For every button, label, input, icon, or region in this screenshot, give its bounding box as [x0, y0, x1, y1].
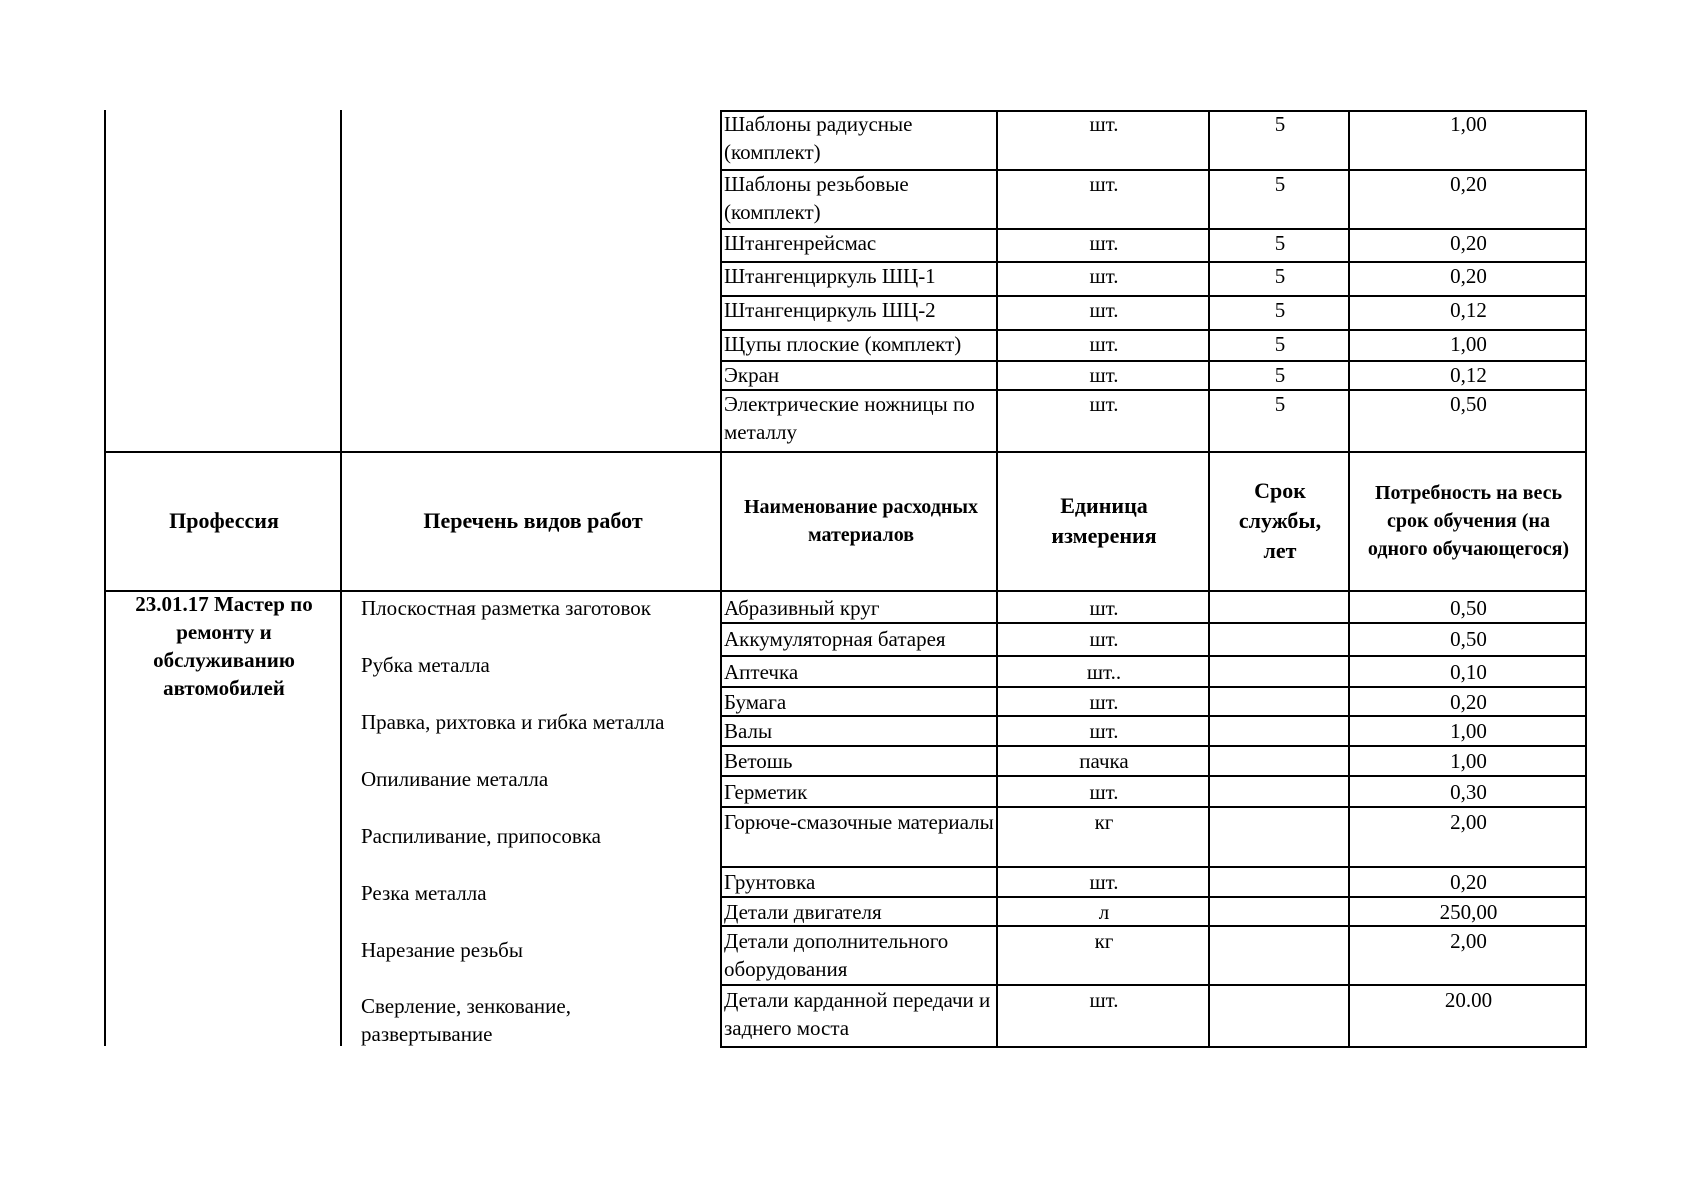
row-need: 0,50: [1450, 392, 1487, 416]
row-name: Штангенциркуль ШЦ-1: [724, 264, 936, 288]
row-name: Грунтовка: [724, 870, 816, 894]
row-need: 0,20: [1450, 231, 1487, 255]
grid-line: [340, 110, 342, 1046]
row-life: 5: [1274, 112, 1286, 136]
row-unit: кг: [1094, 929, 1114, 953]
row-name: Детали дополнительного оборудования: [724, 929, 949, 981]
list-item: Резка металла: [361, 881, 487, 905]
row-need: 1,00: [1450, 719, 1487, 743]
row-life: 5: [1274, 172, 1286, 196]
row-unit: кг: [1094, 810, 1114, 834]
row-need: 0,50: [1450, 596, 1487, 620]
row-name: Бумага: [724, 690, 787, 714]
row-need: 0,20: [1450, 690, 1487, 714]
row-need: 0,12: [1450, 363, 1487, 387]
row-name: Шаблоны резьбовые (комплект): [724, 172, 909, 224]
row-need: 0,20: [1450, 870, 1487, 894]
header-need: Потребность на весь срок обучения (на одного обучающегося): [1367, 481, 1570, 560]
row-need: 0,50: [1450, 627, 1487, 651]
row-unit: шт.: [1089, 112, 1119, 136]
row-life: 5: [1274, 231, 1286, 255]
row-unit: шт.: [1089, 363, 1119, 387]
grid-line: [1348, 110, 1350, 1048]
header-life: Срок службы, лет: [1238, 477, 1322, 563]
row-unit: шт.: [1089, 596, 1119, 620]
row-life: 5: [1274, 298, 1286, 322]
row-unit: шт.: [1089, 719, 1119, 743]
row-need: 1,00: [1450, 332, 1487, 356]
row-name: Штангенциркуль ШЦ-2: [724, 298, 936, 322]
grid-line: [720, 775, 1587, 777]
row-unit: шт.: [1089, 690, 1119, 714]
row-unit: л: [1098, 900, 1110, 924]
list-item: Плоскостная разметка заготовок: [361, 596, 651, 620]
list-item: Опиливание металла: [361, 767, 549, 791]
header-unit: Единица измерения: [1051, 492, 1157, 548]
row-name: Герметик: [724, 780, 808, 804]
row-unit: шт.: [1089, 870, 1119, 894]
row-unit: шт.: [1089, 392, 1119, 416]
row-name: Штангенрейсмас: [724, 231, 877, 255]
list-item: Распиливание, припосовка: [361, 824, 601, 848]
header-profession: Профессия: [169, 507, 279, 533]
grid-line: [104, 110, 106, 1046]
row-unit: шт..: [1086, 660, 1122, 684]
list-item: Правка, рихтовка и гибка металла: [361, 710, 665, 734]
row-name: Электрические ножницы по металлу: [724, 392, 975, 444]
row-name: Шаблоны радиусные (комплект): [724, 112, 913, 164]
row-life: 5: [1274, 392, 1286, 416]
row-unit: шт.: [1089, 172, 1119, 196]
row-need: 0,20: [1450, 264, 1487, 288]
row-name: Аптечка: [724, 660, 799, 684]
grid-line: [720, 1046, 1587, 1048]
grid-line: [720, 655, 1587, 657]
row-life: 5: [1274, 264, 1286, 288]
row-unit: шт.: [1089, 988, 1119, 1012]
row-name: Горюче-смазочные материалы: [724, 810, 994, 834]
row-need: 2,00: [1450, 810, 1487, 834]
row-need: 20.00: [1444, 988, 1493, 1012]
row-name: Экран: [724, 363, 780, 387]
row-unit: шт.: [1089, 780, 1119, 804]
row-need: 1,00: [1450, 112, 1487, 136]
row-life: 5: [1274, 332, 1286, 356]
row-name: Щупы плоские (комплект): [724, 332, 962, 356]
row-name: Абразивный круг: [724, 596, 880, 620]
grid-line: [720, 622, 1587, 624]
row-unit: шт.: [1089, 264, 1119, 288]
row-need: 0,20: [1450, 172, 1487, 196]
list-item: Нарезание резьбы: [361, 938, 523, 962]
row-unit: шт.: [1089, 627, 1119, 651]
row-unit: шт.: [1089, 332, 1119, 356]
row-need: 0,12: [1450, 298, 1487, 322]
row-need: 1,00: [1450, 749, 1487, 773]
header-material: Наименование расходных материалов: [744, 495, 978, 546]
row-name: Детали двигателя: [724, 900, 882, 924]
row-name: Ветошь: [724, 749, 793, 773]
row-name: Валы: [724, 719, 773, 743]
row-unit: пачка: [1079, 749, 1129, 773]
grid-line: [1585, 110, 1587, 1048]
list-item: Рубка металла: [361, 653, 490, 677]
row-unit: шт.: [1089, 298, 1119, 322]
row-need: 2,00: [1450, 929, 1487, 953]
grid-line: [720, 110, 722, 1048]
profession-cell: 23.01.17 Мастер по ремонту и обслуживанию автомобилей: [135, 592, 313, 700]
row-need: 0,10: [1450, 660, 1487, 684]
grid-line: [1208, 110, 1210, 1048]
row-need: 250,00: [1439, 900, 1498, 924]
row-need: 0,30: [1450, 780, 1487, 804]
row-name: Детали карданной передачи и заднего моста: [724, 988, 991, 1040]
row-unit: шт.: [1089, 231, 1119, 255]
list-item: Сверление, зенкование, развертывание: [361, 994, 571, 1046]
row-life: 5: [1274, 363, 1286, 387]
header-works: Перечень видов работ: [423, 507, 643, 533]
row-name: Аккумуляторная батарея: [724, 627, 946, 651]
